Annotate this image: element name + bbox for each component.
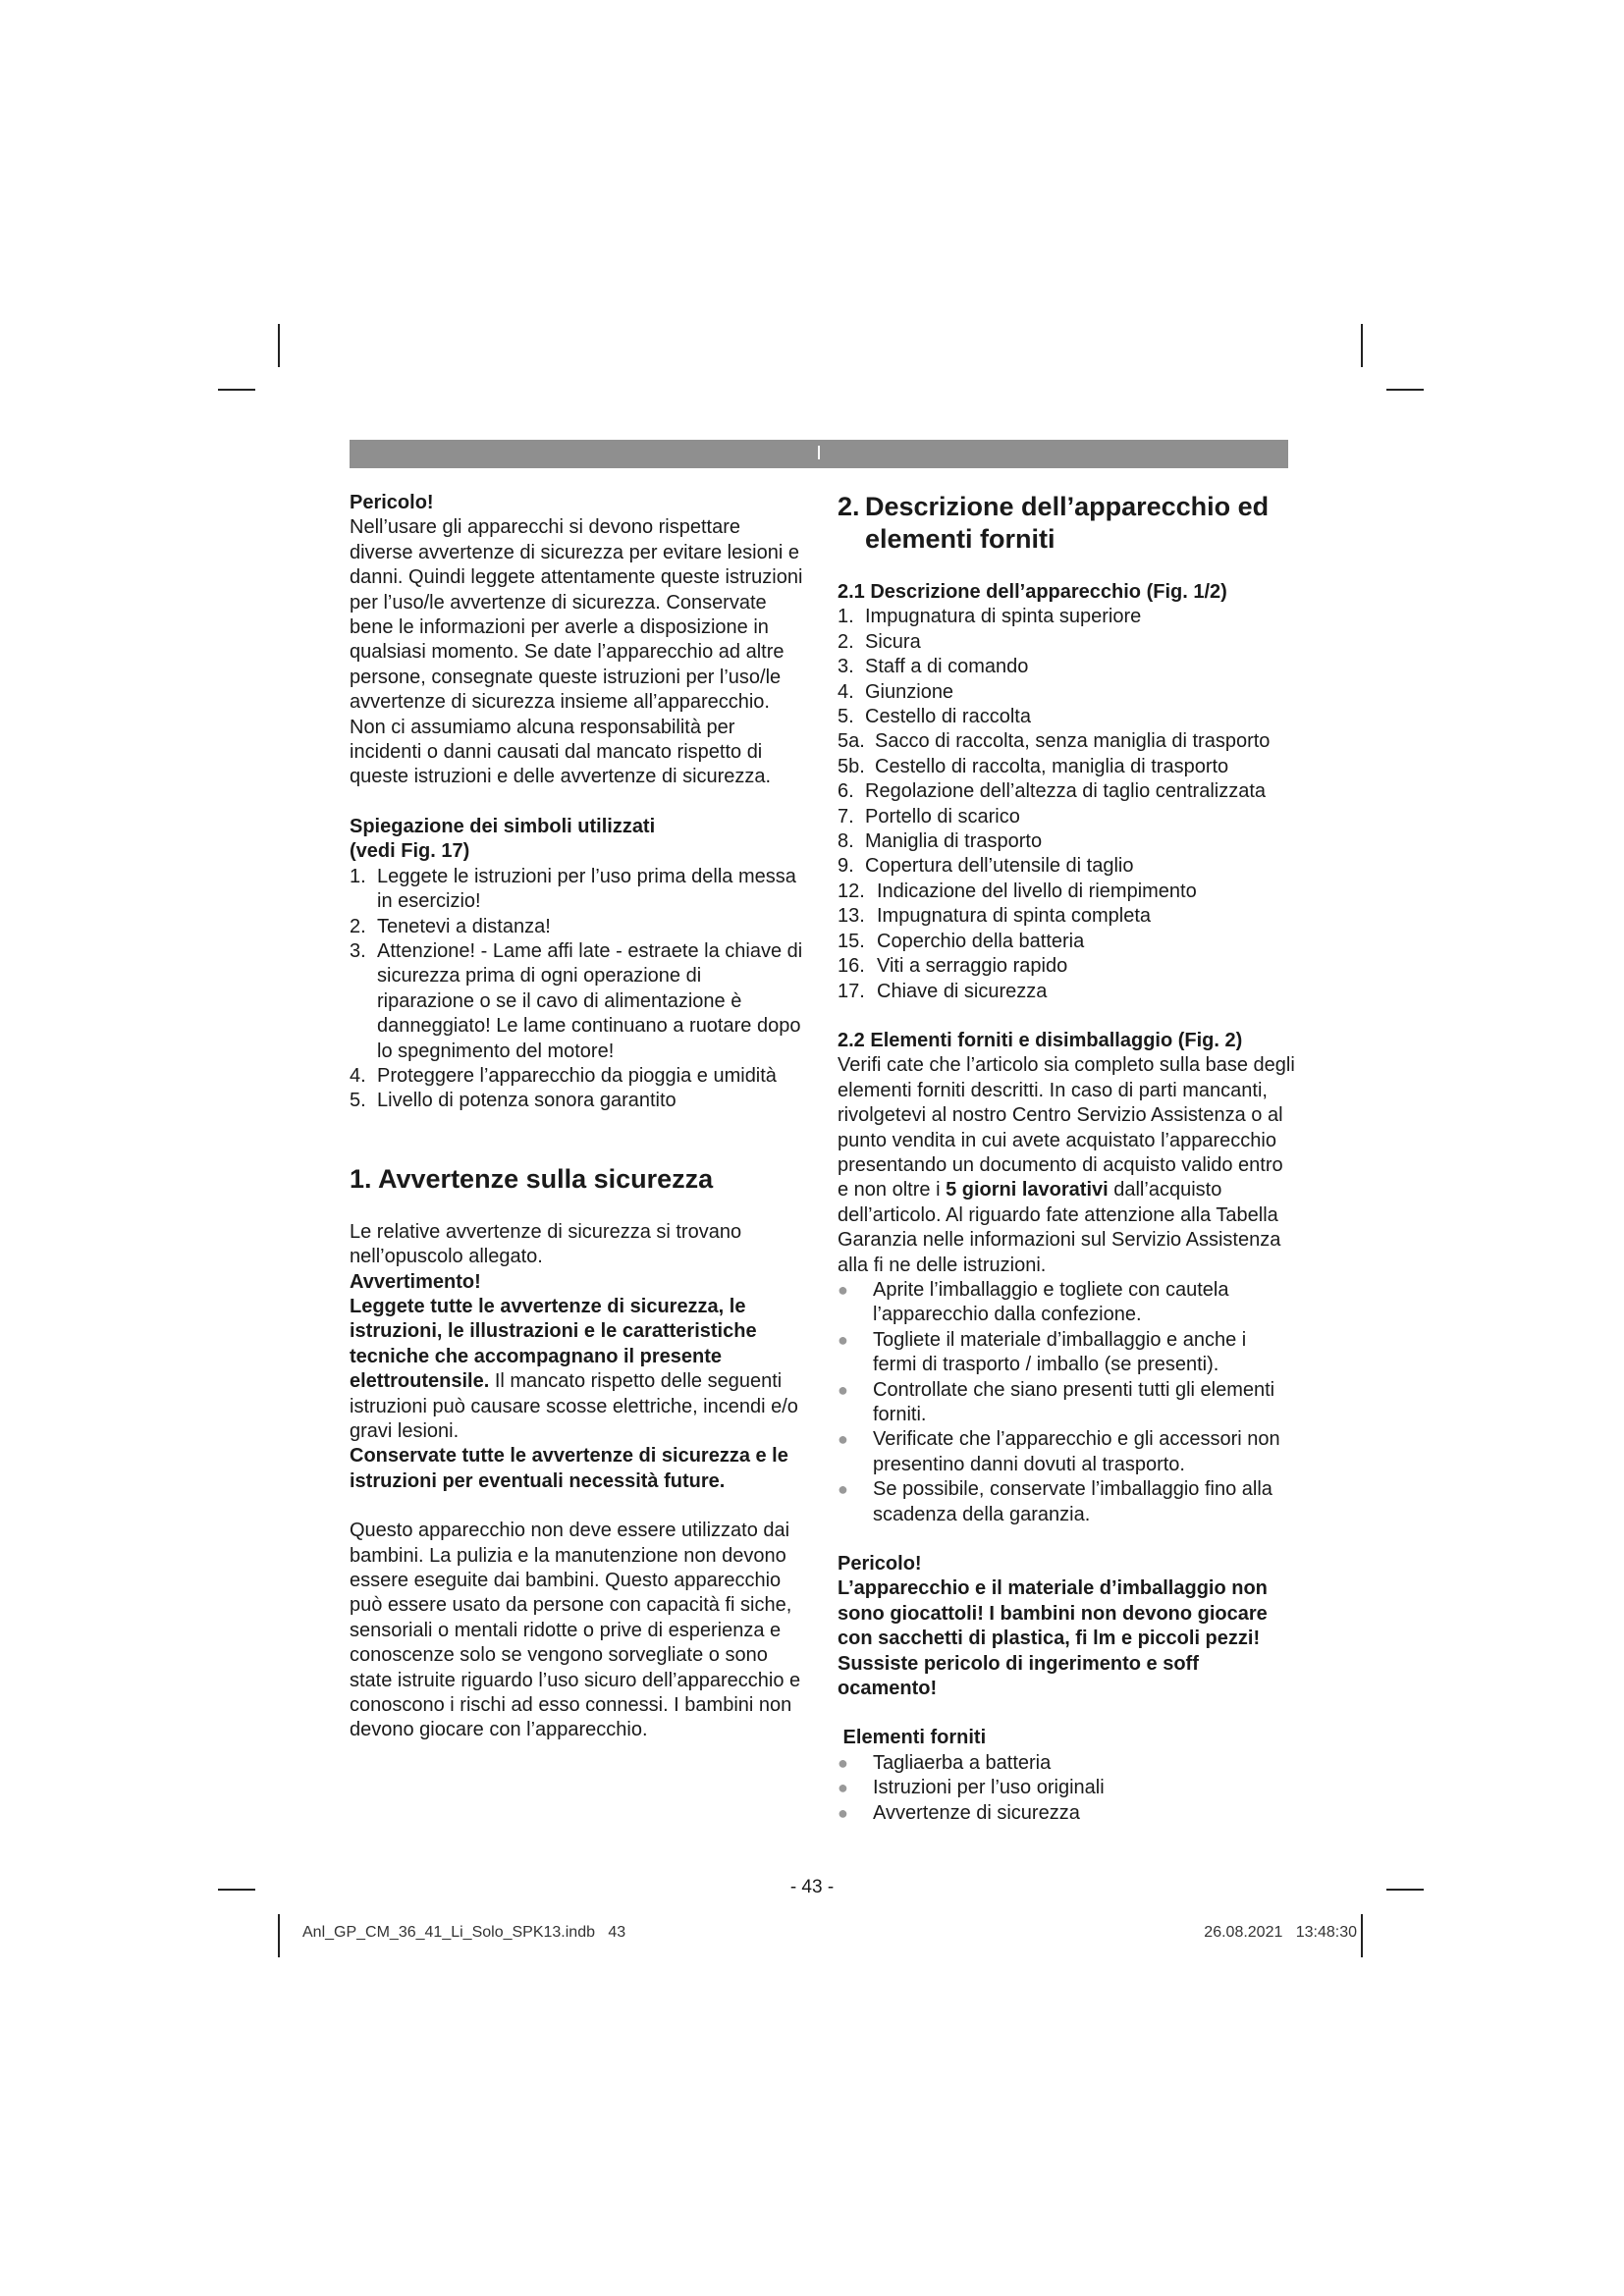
list-item: 13. Impugnatura di spinta completa <box>838 905 1152 928</box>
section2-title: 2. Descrizione dell’apparecchio ed elementi forniti <box>838 492 1270 554</box>
list-item: ● Tagliaerba a batteria <box>838 1751 1295 1776</box>
warning-text: Leggete tutte le avvertenze di sicurezza, le istruzioni, le illustrazioni e le caratteristiche tecniche che accompagnano il presente elettroutensile. Il mancato rispetto delle seguenti istruzioni può causare scosse elettriche, incendi e/o gravi lesioni. <box>350 1295 798 1442</box>
page-number: - 43 - <box>789 1877 835 1897</box>
sub22-title: 2.2 Elementi forniti e disimballaggio (Fig. 2) <box>838 1029 1243 1051</box>
list-item: 2. Tenetevi a distanza! <box>350 915 551 937</box>
warning-title: Avvertimento! <box>350 1270 481 1293</box>
danger-title: Pericolo! <box>350 492 434 513</box>
list-item: 9. Copertura dell’utensile di taglio <box>838 855 1134 878</box>
list-item: ● Aprite l’imballaggio e togliete con cautela l’apparecchio dalla confezione. <box>838 1278 1295 1328</box>
bullet-icon: ● <box>838 1778 848 1798</box>
list-item: 6. Regolazione dell’altezza di taglio centralizzata <box>838 780 1267 803</box>
unpack-steps <box>838 1278 1295 1527</box>
bullet-icon: ● <box>838 1752 848 1773</box>
crop-mark <box>1361 1914 1363 1957</box>
parts-list <box>838 605 1295 1004</box>
list-item: 1. Impugnatura di spinta superiore <box>838 606 1142 628</box>
list-item: 12. Indicazione del livello di riempimento <box>838 880 1197 902</box>
crop-mark <box>278 1914 280 1957</box>
list-item: 4. Giunzione <box>838 680 954 703</box>
symbols-title: Spiegazione dei simboli utilizzati (vedi Fig. 17) <box>350 815 656 863</box>
bullet-icon: ● <box>838 1479 848 1500</box>
danger-text: Nell’usare gli apparecchi si devono rispettare diverse avvertenze di sicurezza per evitare lesioni e danni. Quindi leggete attentamente queste istruzioni per l’uso/le avvertenze di sicurezza. Conservate bene le informazioni per averle a disposizione in qualsiasi momento. Se date l’apparecchio ad altre persone, consegnate queste istruzioni per l’uso/le avvertenze di sicurezza insieme all’apparecchio. Non ci assumiamo alcuna responsabilità per incidenti o danni causati dal mancato rispetto di queste istruzioni e delle avvertenze di sicurezza. <box>350 516 803 788</box>
list-item: ● Istruzioni per l’uso originali <box>838 1776 1295 1800</box>
timestamp: 26.08.2021 13:48:30 <box>1204 1924 1357 1941</box>
left-column <box>350 491 803 1743</box>
section1-title: 1. Avvertenze sulla sicurezza <box>350 1163 714 1194</box>
sub21-title: 2.1 Descrizione dell’apparecchio (Fig. 1/2) <box>838 581 1227 603</box>
list-item: ● Avvertenze di sicurezza <box>838 1801 1295 1826</box>
crop-mark <box>218 389 255 391</box>
right-column <box>838 491 1295 1826</box>
danger2-text: L’apparecchio e il materiale d’imballaggio non sono giocattoli! I bambini non devono giocare con sacchetti di plastica, fi lm e piccoli pezzi! Sussiste pericolo di ingerimento e soff ocamento! <box>838 1577 1268 1700</box>
supplied-list <box>838 1751 1295 1826</box>
list-item: ● Togliete il materiale d’imballaggio e anche i fermi di trasporto / imballo (se presenti). <box>838 1328 1295 1378</box>
list-item: 3. Attenzione! - Lame affi late - estraete la chiave di sicurezza prima di ogni operazione di riparazione o se il cavo di alimentazione è danneggiato! Le lame continuano a ruotare dopo lo spegnimento del motore! <box>350 939 803 1062</box>
crop-mark <box>278 324 280 367</box>
list-item: 5a. Sacco di raccolta, senza maniglia di trasporto <box>838 730 1271 753</box>
list-item: 1. Leggete le istruzioni per l’uso prima della messa in esercizio! <box>350 865 796 913</box>
file-name: Anl_GP_CM_36_41_Li_Solo_SPK13.indb 43 <box>302 1924 626 1941</box>
list-item: 16. Viti a serraggio rapido <box>838 955 1068 978</box>
section1-intro: Le relative avvertenze di sicurezza si trovano nell’opuscolo allegato. <box>350 1220 742 1268</box>
list-item: 5. Livello di potenza sonora garantito <box>350 1090 677 1112</box>
sub22-text: Verifi cate che l’articolo sia completo sulla base degli elementi forniti descritti. In caso di parti mancanti, rivolgetevi al nostro Centro Servizio Assistenza o al punto vendita in cui avete acquistato l’apparecchio presentando un documento di acquisto valido entro e non oltre i 5 giorni lavorativi dall’acquisto dell’articolo. Al riguardo fate attenzione alla Tabella Garanzia nelle informazioni sul Servizio Assistenza alla fi ne delle istruzioni. <box>838 1054 1295 1276</box>
symbols-list <box>350 865 803 1114</box>
list-item: 15. Coperchio della batteria <box>838 930 1085 952</box>
list-item: 5. Cestello di raccolta <box>838 706 1031 728</box>
list-item: 17. Chiave di sicurezza <box>838 980 1048 1002</box>
bullet-icon: ● <box>838 1329 848 1350</box>
bullet-icon: ● <box>838 1379 848 1400</box>
language-bar <box>350 440 1288 468</box>
bullet-icon: ● <box>838 1279 848 1300</box>
crop-mark <box>1361 324 1363 367</box>
list-item: 8. Maniglia di trasporto <box>838 830 1043 853</box>
children-text: Questo apparecchio non deve essere utilizzato dai bambini. La pulizia e la manutenzione non devono essere eseguite dai bambini. Questo apparecchio può essere usato da persone con capacità fi siche, sensoriali o mentali ridotte o prive di esperienza e conoscenze solo se vengono sorvegliate o sono state istruite riguardo l’uso sicuro dell’apparecchio e conoscono i rischi ad esso connessi. I bambini non devono giocare con l’apparecchio. <box>350 1520 801 1741</box>
list-item: 2. Sicura <box>838 630 921 653</box>
list-item: ● Controllate che siano presenti tutti gli elementi forniti. <box>838 1378 1295 1428</box>
list-item: 7. Portello di scarico <box>838 805 1020 828</box>
list-item: 4. Proteggere l’apparecchio da pioggia e umidità <box>350 1064 777 1087</box>
list-item: ● Se possibile, conservate l’imballaggio fino alla scadenza della garanzia. <box>838 1477 1295 1527</box>
supplied-title: Elementi forniti <box>838 1727 987 1749</box>
danger2-title: Pericolo! <box>838 1553 922 1575</box>
keep-instructions: Conservate tutte le avvertenze di sicurezza e le istruzioni per eventuali necessità future. <box>350 1445 788 1492</box>
crop-mark <box>1386 389 1424 391</box>
list-item: 5b. Cestello di raccolta, maniglia di trasporto <box>838 755 1229 777</box>
language-tab: I <box>816 443 822 464</box>
list-item: ● Verificate che l’apparecchio e gli accessori non presentino danni dovuti al trasporto. <box>838 1427 1295 1477</box>
list-item: 3. Staff a di comando <box>838 656 1029 678</box>
bullet-icon: ● <box>838 1802 848 1823</box>
bullet-icon: ● <box>838 1429 848 1450</box>
